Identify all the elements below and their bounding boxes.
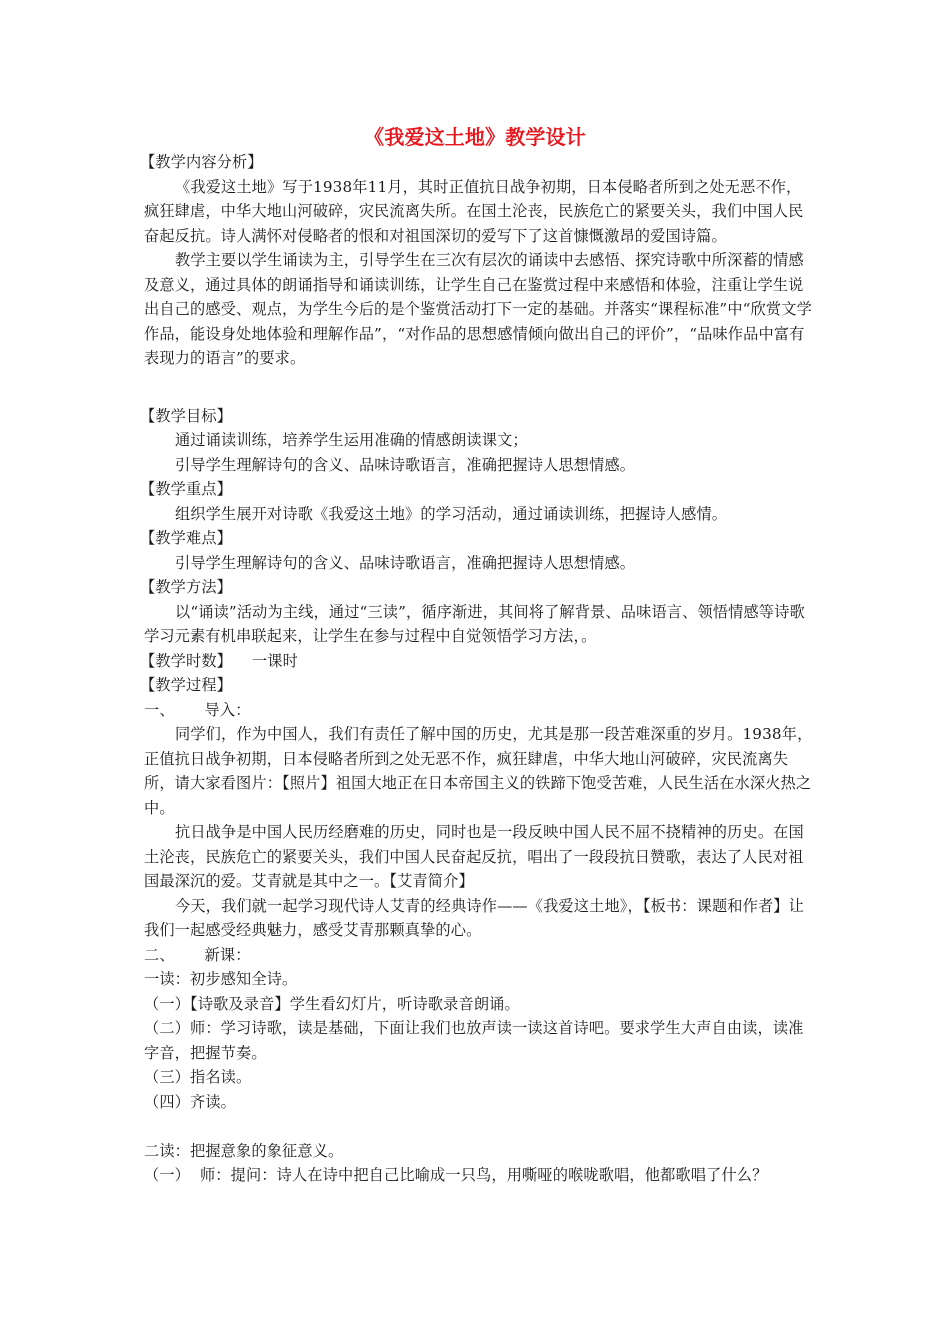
list-item: （三）指名读。	[144, 1068, 252, 1086]
paragraph: 同学们，作为中国人，我们有责任了解中国的历史，尤其是那一段苦难深重的岁月。1938年，正值抗日战争初期，日本侵略者所到之处无恶不作，疯狂肆虐，中华大地山河破碎，灾民流离失所，请大家看图片：【照片】祖国大地正在日本帝国主义的铁蹄下饱受苦难，人民生活在水深火热之中。	[144, 725, 813, 817]
paragraph: 组织学生展开对诗歌《我爱这土地》的学习活动，通过诵读训练，把握诗人感情。	[175, 504, 728, 523]
document-title: 《我爱这土地》教学设计	[364, 125, 586, 149]
list-item: （四）齐读。	[144, 1092, 237, 1111]
list-item: （二）师：学习诗歌，读是基础，下面让我们也放声读一读这首诗吧。要求学生大声自由读，读准字音，把握节奏。	[144, 1019, 804, 1062]
section-heading-methods: 【教学方法】	[140, 578, 233, 596]
section-heading-hours: 【教学时数】 一课时	[140, 651, 298, 670]
read1-heading: 一读：初步感知全诗。	[144, 970, 298, 988]
section-heading-process: 【教学过程】	[140, 676, 233, 694]
list-item: （一）【诗歌及录音】学生看幻灯片，听诗歌录音朗诵。	[144, 994, 520, 1013]
paragraph: 抗日战争是中国人民历经磨难的历史，同时也是一段反映中国人民不屈不挠精神的历史。在国土沦丧，民族危亡的紧要关头，我们中国人民奋起反抗，唱出了一段段抗日赞歌，表达了人民对祖国最深沉的爱。艾青就是其中之一。【艾青简介】	[144, 823, 804, 890]
section-heading-content-analysis: 【教学内容分析】	[140, 153, 263, 171]
goal-item: 引导学生理解诗句的含义、品味诗歌语言，准确把握诗人思想情感。	[175, 455, 636, 474]
process-step-new-lesson: 二、 新课：	[144, 945, 251, 964]
document-body	[140, 150, 814, 1188]
paragraph: 今天，我们就一起学习现代诗人艾青的经典诗作——《我爱这土地》，【板书：课题和作者】让我们一起感受经典魅力，感受艾青那颗真挚的心。	[144, 896, 804, 939]
blank-line	[144, 371, 814, 404]
paragraph: 引导学生理解诗句的含义、品味诗歌语言，准确把握诗人思想情感。	[175, 553, 636, 572]
section-heading-difficulties: 【教学难点】	[140, 529, 233, 547]
section-heading-goals: 【教学目标】	[140, 406, 233, 425]
process-step-intro: 一、 导入：	[144, 700, 251, 719]
section-heading-key-points: 【教学重点】	[140, 480, 233, 498]
goal-item: 通过诵读训练，培养学生运用准确的情感朗读课文；	[175, 431, 528, 449]
blank-line	[144, 1114, 814, 1139]
read2-heading: 二读：把握意象的象征意义。	[144, 1141, 344, 1160]
list-item: （一） 师：提问：诗人在诗中把自己比喻成一只鸟，用嘶哑的喉咙歌唱，他都歌唱了什么？	[144, 1166, 768, 1184]
paragraph: 教学主要以学生诵读为主，引导学生在三次有层次的诵读中去感悟、探究诗歌中所深蓄的情感及意义，通过具体的朗诵指导和诵读训练，让学生自己在鉴赏过程中来感悟和体验，注重让学生说出自己的感受、观点，为学生今后的是个鉴赏活动打下一定的基础。并落实“课程标准”中“欣赏文学作品，能设身处地体验和理解作品”，“对作品的思想感情倾向做出自己的评价”，“品味作品中富有表现力的语言”的要求。	[144, 251, 812, 367]
paragraph: 以“诵读”活动为主线，通过“三读”，循序渐进，其间将了解背景、品味语言、领悟情感等诗歌学习元素有机串联起来，让学生在参与过程中自觉领悟学习方法，。	[144, 602, 805, 645]
paragraph: 《我爱这土地》写于1938年11月，其时正值抗日战争初期，日本侵略者所到之处无恶不作，疯狂肆虐，中华大地山河破碎，灾民流离失所。在国土沦丧，民族危亡的紧要关头，我们中国人民奋起反抗。诗人满怀对侵略者的恨和对祖国深切的爱写下了这首慷慨激昂的爱国诗篇。	[144, 177, 804, 245]
